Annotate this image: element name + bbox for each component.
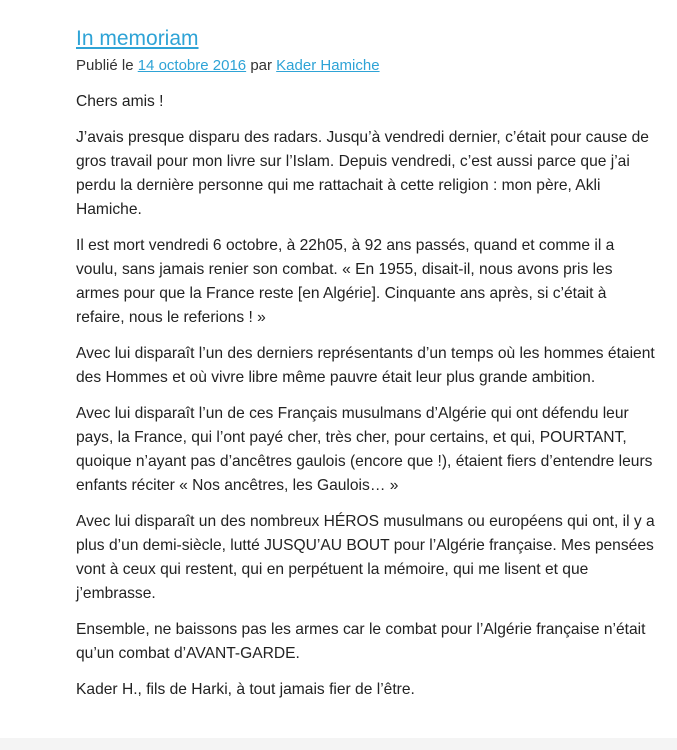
post-meta [76,56,656,76]
post-date-link[interactable]: 14 octobre 2016 [137,57,247,74]
post-content [76,90,656,702]
paragraph-greeting: Chers amis ! [76,93,164,110]
post-title-link[interactable]: In memoriam [76,27,199,50]
paragraph: Avec lui disparaît l’un des derniers représentants d’un temps où les hommes étaient des Hommes et où vivre libre même pauvre était leur plus grande ambition. [76,345,655,386]
blog-post [76,24,656,714]
paragraph: Avec lui disparaît l’un de ces Français musulmans d’Algérie qui ont défendu leur pays, la France, qui l’ont payé cher, très cher, pour certains, et qui, POURTANT, quoique n’ayant pas d’ancêtres gaulois (encore que !), étaient fiers d’entendre leurs enfants réciter « Nos ancêtres, les Gaulois… » [76,405,653,494]
paragraph: Avec lui disparaît un des nombreux HÉROS musulmans ou européens qui ont, il y a plus d’un demi-siècle, lutté JUSQU’AU BOUT pour l’Algérie française. Mes pensées vont à ceux qui restent, qui en perpétuent la mémoire, qui me lisent et que j’embrasse. [76,513,655,602]
paragraph: J’avais presque disparu des radars. Jusqu’à vendredi dernier, c’était pour cause de gros travail pour mon livre sur l’Islam. Depuis vendredi, c’est aussi parce que j’ai perdu la dernière personne qui me rattachait à cette religion : mon père, Akli Hamiche. [76,129,649,218]
footer-strip [0,738,677,750]
author-link[interactable]: Kader Hamiche [276,57,380,74]
post-title [76,24,656,54]
paragraph: Il est mort vendredi 6 octobre, à 22h05, à 92 ans passés, quand et comme il a voulu, sans jamais renier son combat. « En 1955, disait-il, nous avons pris les armes pour que la France reste [en Algérie]. Cinquante ans après, si c’était à refaire, nous le referions ! » [76,237,615,326]
meta-by: par [250,57,272,74]
paragraph-signature: Kader H., fils de Harki, à tout jamais fier de l’être. [76,681,415,698]
meta-prefix: Publié le [76,57,134,74]
paragraph: Ensemble, ne baissons pas les armes car le combat pour l’Algérie française n’était qu’un combat d’AVANT-GARDE. [76,621,646,662]
